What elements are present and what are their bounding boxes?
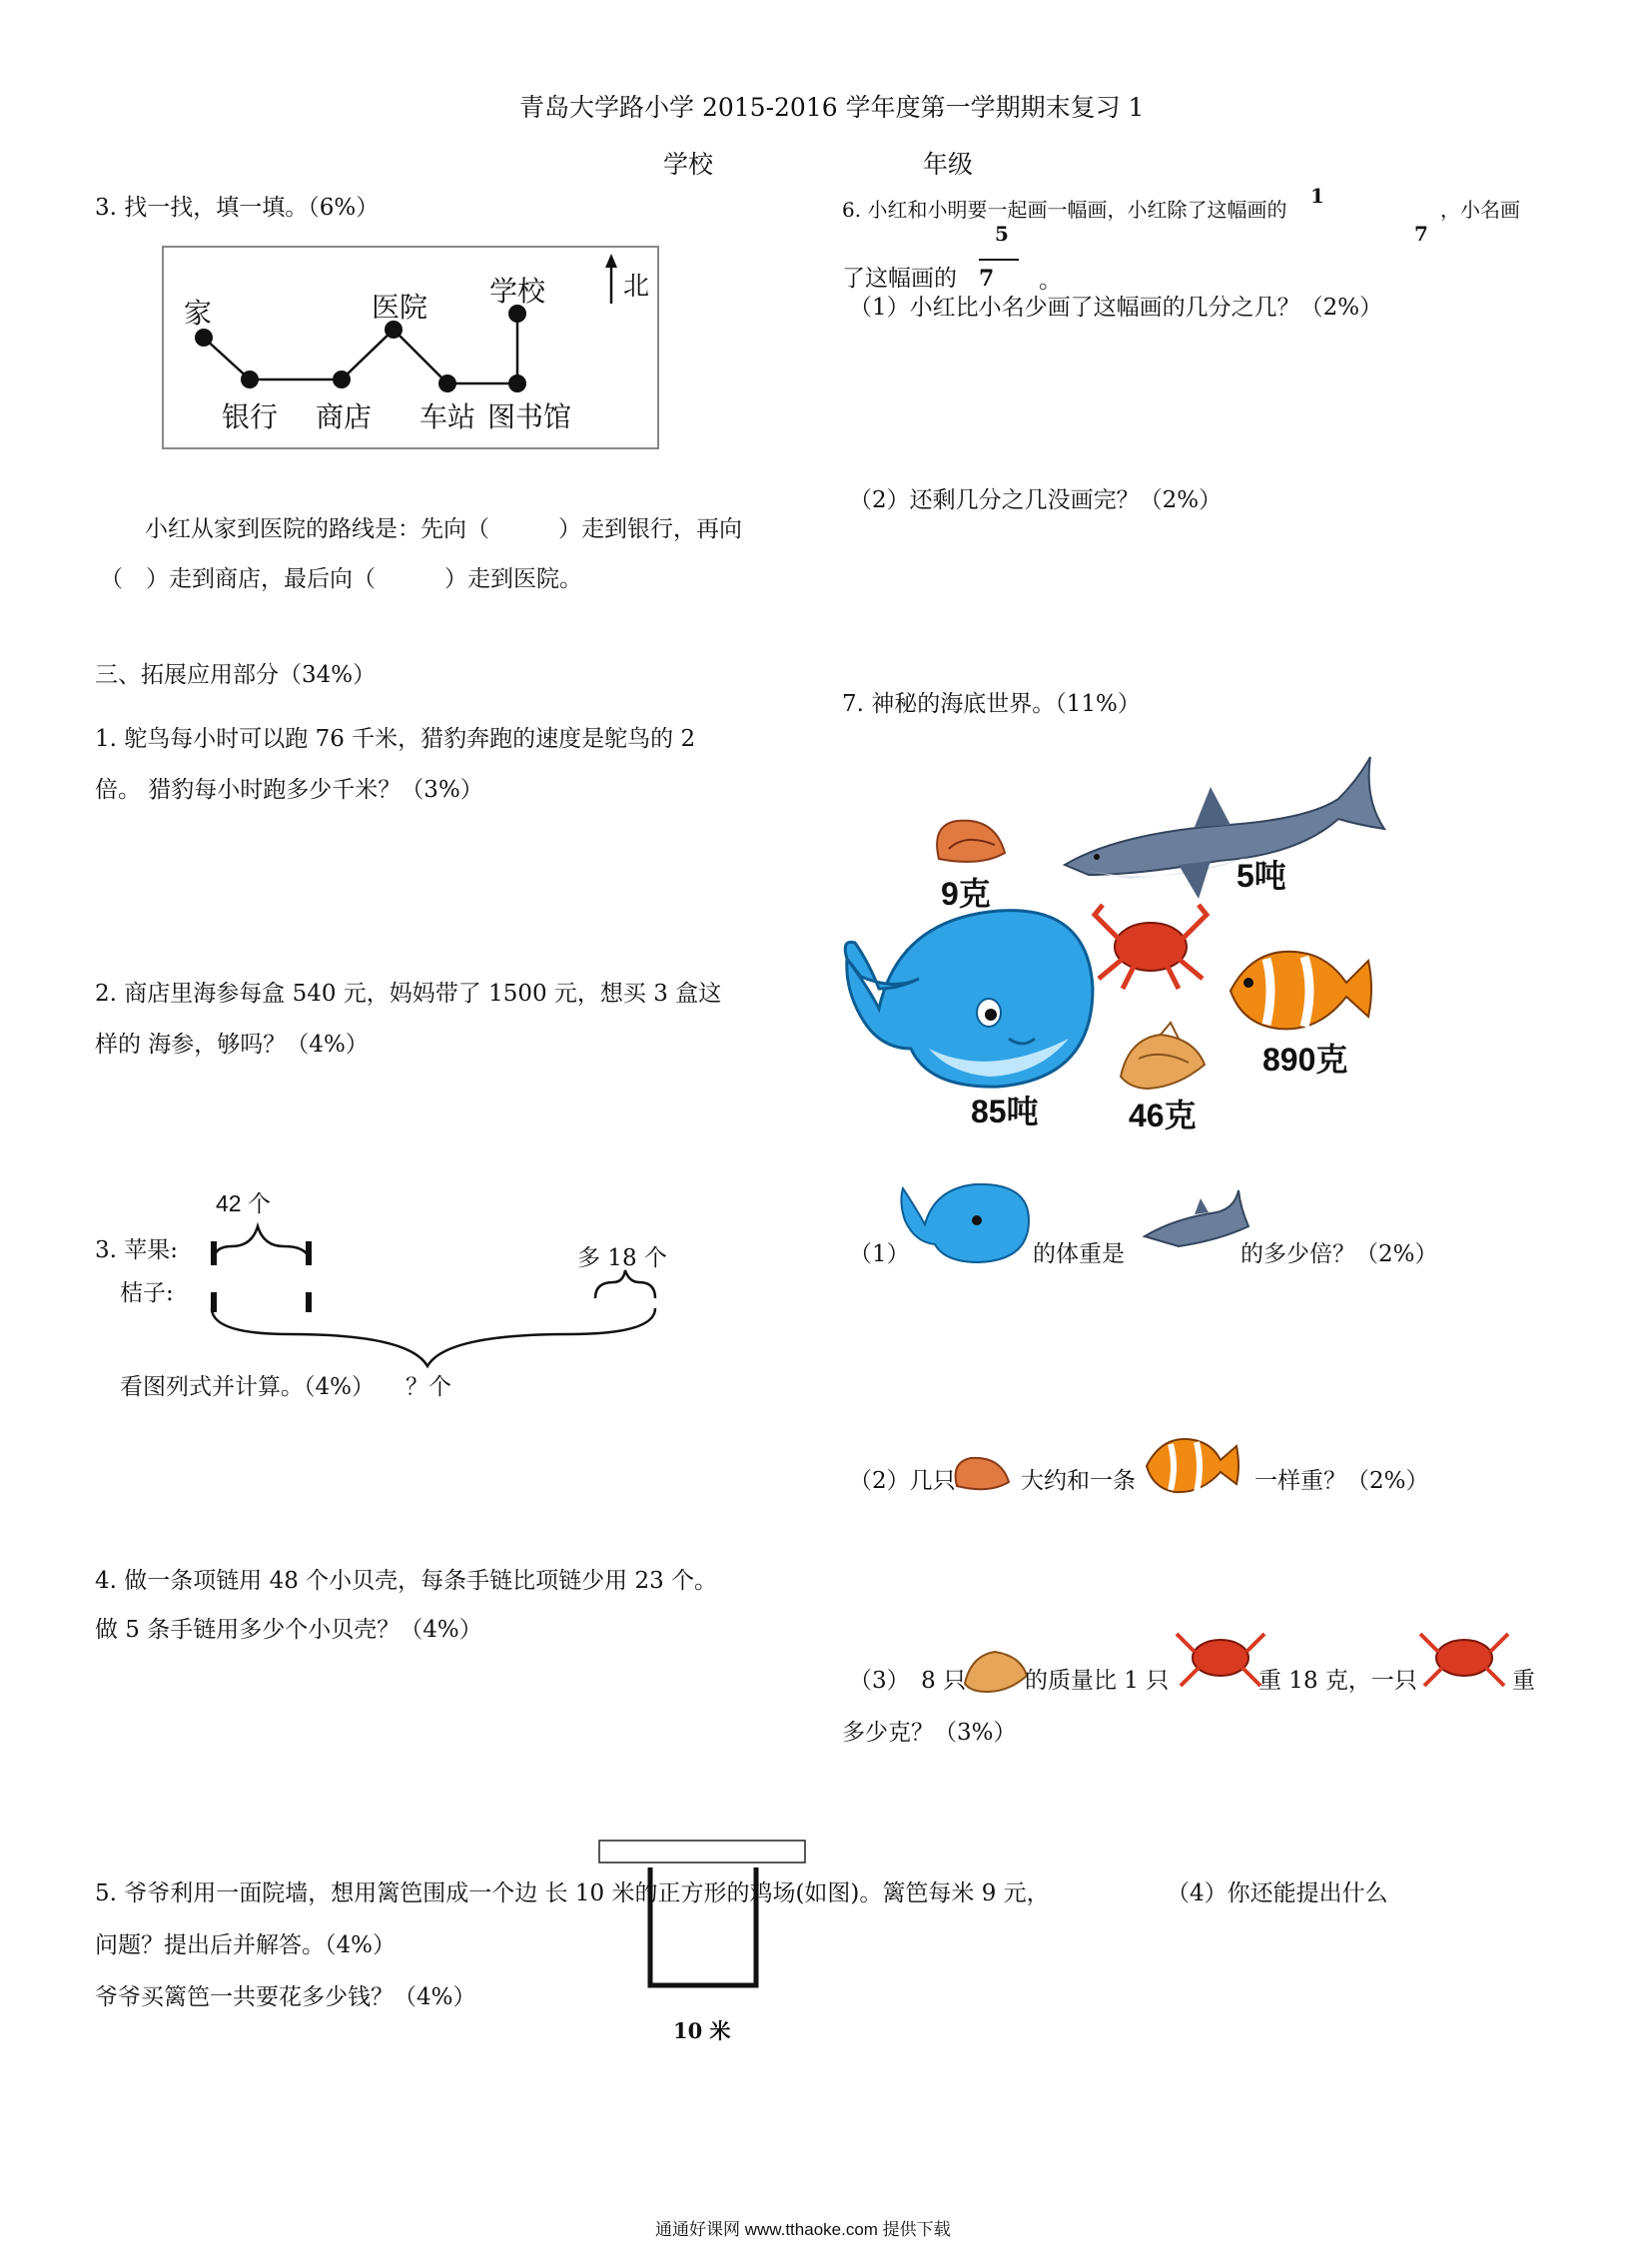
q7-sub-3-e: 多少克？（3%）: [842, 1720, 1017, 1746]
q3-map-heading: 3. 找一找，填一填。（6%）: [95, 195, 380, 221]
school-label: 学校: [663, 150, 714, 179]
route-line-2: （ ）走到商店，最后向（ ）走到医院。: [100, 566, 582, 592]
problem-5-line-2: 爷爷买篱笆一共要花多少钱？（4%）: [95, 1984, 476, 2010]
problem-1-line-1: 1. 鸵鸟每小时可以跑 76 千米，猎豹奔跑的速度是鸵鸟的 2: [95, 726, 696, 752]
q7-heading: 7. 神秘的海底世界。（11%）: [842, 691, 1141, 717]
q6-intro-c: 了这幅画的: [842, 266, 957, 292]
weight-conch: 46克: [1129, 1098, 1197, 1133]
q7-sub-2-b: 大约和一条: [1021, 1468, 1136, 1494]
place-shop: 商店: [316, 400, 373, 433]
route-line-1: 小红从家到医院的路线是：先向（ ）走到银行，再向: [145, 516, 742, 542]
weight-whale: 85吨: [971, 1094, 1039, 1129]
frac2-num: 7: [1414, 222, 1428, 246]
weight-shell: 9克: [941, 876, 991, 912]
frac2-den: 7: [979, 266, 995, 292]
weight-shark: 5吨: [1237, 858, 1286, 894]
q6-sub-2: （2）还剩几分之几没画完？（2%）: [849, 487, 1223, 513]
footer-note: 通通好课网 www.tthaoke.com 提供下载: [655, 2220, 951, 2239]
q7-sub-1-c: 的多少倍？（2%）: [1240, 1241, 1438, 1267]
shell-small-icon: [956, 1458, 1009, 1489]
problem-1-line-2: 倍。 猎豹每小时跑多少千米？（3%）: [95, 777, 483, 803]
frac1-num: 1: [1310, 184, 1324, 208]
q7-sub-3-c: 重 18 克，一只: [1258, 1668, 1417, 1694]
q6-sub-1: （1）小红比小名少画了这幅画的几分之几？（2%）: [849, 295, 1383, 321]
q6-intro-a: 6. 小红和小明要一起画一幅画，小红除了这幅画的: [842, 198, 1287, 222]
problem-4-line-1: 4. 做一条项链用 48 个小贝壳，每条手链比项链少用 23 个。: [95, 1568, 718, 1594]
clownfish-small-icon: [1147, 1439, 1239, 1492]
place-bank: 银行: [222, 400, 279, 433]
place-station: 车站: [419, 400, 476, 433]
q7-sub-3-b: 的质量比 1 只: [1025, 1668, 1170, 1694]
q7-sub-4-line-2: 问题？提出后并解答。（4%）: [95, 1932, 396, 1958]
q6-intro-b: ，小名画: [1440, 198, 1520, 222]
q7-sub-1-a: （1）: [849, 1241, 910, 1267]
frac1-den: 5: [995, 222, 1009, 246]
yard-dimension: 10 米: [673, 2018, 731, 2043]
problem-2-line-2: 样的 海参，够吗？（4%）: [95, 1032, 369, 1058]
apples-label: 3. 苹果:: [95, 1237, 179, 1263]
oranges-label: 桔子:: [120, 1280, 174, 1306]
crab-small-icon-1: [1177, 1634, 1264, 1686]
section-3-heading: 三、拓展应用部分（34%）: [95, 662, 377, 688]
q7-sub-1-b: 的体重是: [1033, 1241, 1125, 1267]
place-home: 家: [184, 297, 213, 330]
conch-small-icon: [965, 1652, 1027, 1692]
q6-intro-d: 。: [1039, 268, 1062, 294]
place-school: 学校: [489, 275, 546, 308]
q7-sub-2-c: 一样重？（2%）: [1254, 1468, 1429, 1494]
q7-sub-3-d: 重: [1512, 1668, 1535, 1694]
problem-4-line-2: 做 5 条手链用多少个小贝壳？（4%）: [95, 1617, 482, 1643]
more-label: 多 18 个: [577, 1245, 667, 1271]
total-label: ？个: [406, 1374, 451, 1400]
q7-sub-3-a: （3） 8 只: [849, 1668, 967, 1694]
problem-5-line-1: 5. 爷爷利用一面院墙，想用篱笆围成一个边 长 10 米的正方形的鸡场(如图)。篱笆每米 9 元，: [95, 1880, 1050, 1906]
q7-sub-4-line-1: （4）你还能提出什么: [1167, 1880, 1388, 1906]
problem-3-instruction: 看图列式并计算。（4%）: [120, 1374, 375, 1400]
crab-small-icon-2: [1420, 1634, 1508, 1686]
place-library: 图书馆: [487, 400, 572, 433]
problem-2-line-1: 2. 商店里海参每盒 540 元，妈妈带了 1500 元，想买 3 盒这: [95, 981, 722, 1007]
grade-label: 年级: [923, 150, 974, 179]
q7-sub-2-a: （2）几只: [849, 1468, 956, 1494]
weight-clownfish: 890克: [1262, 1042, 1348, 1078]
north-label: 北: [623, 272, 650, 302]
shark-small-icon: [1145, 1190, 1248, 1246]
count-apples: 42 个: [216, 1190, 271, 1216]
whale-small-icon: [901, 1184, 1029, 1262]
page-title: 青岛大学路小学 2015-2016 学年度第一学期期末复习 1: [519, 93, 1145, 122]
place-hospital: 医院: [372, 291, 428, 324]
